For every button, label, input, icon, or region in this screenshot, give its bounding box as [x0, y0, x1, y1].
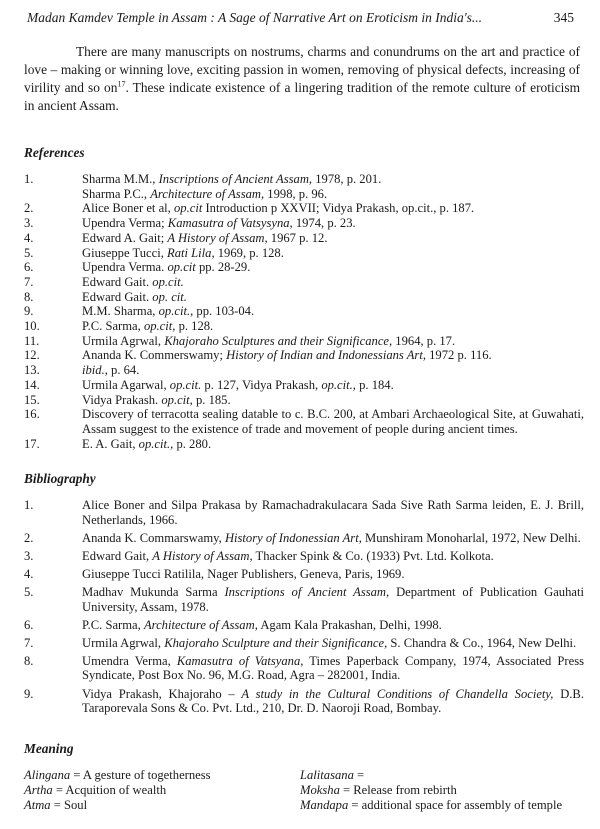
- reference-item-text: Sharma M.M., Inscriptions of Ancient Assam, 1978, p. 201.: [82, 172, 382, 186]
- reference-item: [24, 201, 584, 216]
- reference-item-number: 5.: [24, 245, 34, 260]
- glossary-entry: [300, 798, 584, 813]
- footnote-marker: 17: [117, 79, 126, 89]
- bibliography-item-number: 4.: [24, 566, 34, 581]
- reference-item-number: 1.: [24, 172, 34, 186]
- reference-item-number: 9.: [24, 304, 34, 319]
- reference-item-text: Vidya Prakash. op.cit, p. 185.: [82, 392, 231, 407]
- reference-item-text: Upendra Verma. op.cit pp. 28-29.: [82, 260, 251, 275]
- bibliography-item: [24, 549, 584, 564]
- reference-item-text: Urmila Agrwal, Khajoraho Sculptures and their Significance, 1964, p. 17.: [82, 333, 456, 348]
- bibliography-item-number: 3.: [24, 548, 34, 563]
- reference-item-number: 14.: [24, 377, 40, 392]
- page-number: 345: [553, 10, 574, 25]
- reference-item-text: P.C. Sarma, op.cit, p. 128.: [82, 319, 214, 334]
- bibliography-item-text: Vidya Prakash, Khajoraho – A study in the Cultural Conditions of Chandella Society, D.B. Taraporevala Sons & Co. Pvt. Ltd., 210, Dr. D. Naoroji Road, Bombay.: [82, 686, 584, 716]
- glossary-entry: [300, 783, 584, 798]
- bibliography-item-text: Alice Boner and Silpa Prakasa by Ramachadrakulacara Sada Sive Rath Sarma leiden, E. J. Brill, Netherlands, 1966.: [82, 498, 584, 527]
- bibliography-item-text: Edward Gait, A History of Assam, Thacker Spink & Co. (1933) Pvt. Ltd. Kolkota.: [82, 548, 494, 563]
- intro-paragraph: [24, 43, 580, 115]
- glossary-entry: [24, 798, 300, 813]
- reference-item-text: ibid., p. 64.: [82, 363, 140, 378]
- reference-item-text: Edward Gait. op. cit.: [82, 289, 187, 304]
- reference-item: [24, 187, 584, 202]
- bibliography-heading: Bibliography: [24, 471, 96, 486]
- reference-item-text: E. A. Gait, op.cit., p. 280.: [82, 436, 212, 451]
- glossary-term: Mandapa: [300, 797, 349, 812]
- reference-item-number: 6.: [24, 260, 34, 275]
- glossary-definition: = additional space for assembly of temple: [348, 797, 563, 812]
- bibliography-list: [24, 498, 584, 719]
- bibliography-item-number: 2.: [24, 530, 34, 545]
- glossary-column-left: [24, 768, 300, 812]
- glossary-definition: = Soul: [50, 797, 88, 812]
- glossary-term: Moksha: [300, 782, 340, 797]
- reference-item-text: Upendra Verma; Kamasutra of Vatsysyna, 1974, p. 23.: [82, 216, 356, 231]
- reference-item: [24, 334, 584, 349]
- reference-item: [24, 231, 584, 246]
- reference-item-number: 11.: [24, 333, 40, 348]
- bibliography-item-text: Urmila Agrwal, Khajoraho Sculpture and their Significance, S. Chandra & Co., 1964, New Delhi.: [82, 635, 577, 650]
- reference-item: [24, 407, 584, 436]
- glossary-definition: = A gesture of togetherness: [70, 768, 211, 782]
- reference-item-text: Edward A. Gait; A History of Assam, 1967 p. 12.: [82, 230, 328, 245]
- bibliography-item: [24, 618, 584, 633]
- bibliography-item: [24, 498, 584, 527]
- bibliography-item-text: Ananda K. Commarswamy, History of Indonessian Art, Munshiram Monoharlal, 1972, New Delhi.: [82, 530, 581, 545]
- bibliography-item-number: 8.: [24, 653, 34, 668]
- bibliography-item: [24, 654, 584, 683]
- reference-item-number: 4.: [24, 230, 34, 245]
- reference-item-number: 16.: [24, 407, 40, 422]
- reference-item-number: 2.: [24, 201, 34, 216]
- bibliography-item-number: 5.: [24, 584, 34, 599]
- reference-item-number: 12.: [24, 348, 40, 363]
- glossary-term: Alingana: [24, 768, 71, 782]
- bibliography-item-text: Madhav Mukunda Sarma Inscriptions of Ancient Assam, Department of Publication Gauhati University, Assam, 1978.: [82, 584, 584, 614]
- glossary-entry: [24, 783, 300, 798]
- reference-item: [24, 363, 584, 378]
- meaning-heading: Meaning: [24, 741, 74, 756]
- bibliography-item-number: 1.: [24, 498, 34, 512]
- glossary-term: Lalitasana: [300, 768, 354, 782]
- reference-item: [24, 319, 584, 334]
- reference-item: [24, 246, 584, 261]
- bibliography-item: [24, 585, 584, 614]
- reference-item-text: Urmila Agarwal, op.cit. p. 127, Vidya Prakash, op.cit., p. 184.: [82, 377, 394, 392]
- glossary-definition: = Acquition of wealth: [52, 782, 167, 797]
- reference-item-text: M.M. Sharma, op.cit., pp. 103-04.: [82, 304, 255, 319]
- bibliography-item: [24, 531, 584, 546]
- meaning-glossary: [24, 768, 584, 812]
- reference-item-text: Ananda K. Commerswamy; History of Indian and Indonessians Art, 1972 p. 116.: [82, 348, 492, 363]
- reference-item: [24, 216, 584, 231]
- glossary-entry: [24, 768, 300, 783]
- glossary-definition: =: [353, 768, 365, 782]
- reference-item-text: Giuseppe Tucci, Rati Lila, 1969, p. 128.: [82, 245, 284, 260]
- glossary-term: Artha: [24, 782, 53, 797]
- bibliography-item-number: 6.: [24, 617, 34, 632]
- reference-item: [24, 275, 584, 290]
- reference-item-number: 7.: [24, 274, 34, 289]
- reference-item-number: 17.: [24, 436, 40, 451]
- references-list: [24, 172, 584, 451]
- reference-item: [24, 393, 584, 408]
- bibliography-item-text: Giuseppe Tucci Ratilila, Nager Publishers, Geneva, Paris, 1969.: [82, 566, 405, 581]
- reference-item: [24, 437, 584, 452]
- reference-item-number: 10.: [24, 319, 40, 334]
- reference-item-text: Edward Gait. op.cit.: [82, 274, 184, 289]
- reference-item: [24, 290, 584, 305]
- reference-item-number: 15.: [24, 392, 40, 407]
- bibliography-item-text: P.C. Sarma, Architecture of Assam, Agam Kala Prakashan, Delhi, 1998.: [82, 617, 442, 632]
- glossary-column-right: [300, 768, 584, 812]
- reference-item-number: 13.: [24, 363, 40, 378]
- intro-text-end: . These indicate existence of a lingering tradition of the remote culture of eroticism in ancient Assam.: [24, 80, 580, 113]
- reference-item: [24, 304, 584, 319]
- bibliography-item: [24, 567, 584, 582]
- running-title: Madan Kamdev Temple in Assam : A Sage of Narrative Art on Eroticism in India's...: [27, 10, 483, 25]
- references-heading: References: [24, 145, 85, 160]
- reference-item-number: 8.: [24, 289, 34, 304]
- reference-item-number: 3.: [24, 216, 34, 231]
- intro-text: There are many manuscripts on nostrums, charms and conundrums on the art and practice of love – making or winning love, exciting passion in women, removing of physical defects, increasing of virility and so on: [24, 44, 580, 95]
- reference-item: [24, 260, 584, 275]
- page-header: [27, 10, 574, 28]
- bibliography-item: [24, 636, 584, 651]
- glossary-definition: = Release from rebirth: [339, 782, 457, 797]
- reference-item-text: Alice Boner et al, op.cit Introduction p XXVII; Vidya Prakash, op.cit., p. 187.: [82, 201, 475, 216]
- reference-item: [24, 348, 584, 363]
- glossary-entry: [300, 768, 584, 783]
- reference-item-text: Sharma P.C., Architecture of Assam, 1998, p. 96.: [82, 186, 328, 201]
- bibliography-item-number: 7.: [24, 635, 34, 650]
- reference-item-text: Discovery of terracotta sealing datable to c. B.C. 200, at Ambari Archaeological Site, at Guwahati, Assam suggest to the existence of trade and movement of people during ancient times.: [82, 407, 584, 436]
- bibliography-item-text: Umendra Verma, Kamasutra of Vatsyana, Times Paperback Company, 1974, Associated Press Syndicate, Post Box No. 96, M.G. Road, Agra – 282001, India.: [82, 653, 585, 683]
- reference-item: [24, 378, 584, 393]
- bibliography-item-number: 9.: [24, 686, 34, 701]
- bibliography-item: [24, 687, 584, 716]
- glossary-term: Atma: [24, 797, 51, 812]
- reference-item: [24, 172, 584, 187]
